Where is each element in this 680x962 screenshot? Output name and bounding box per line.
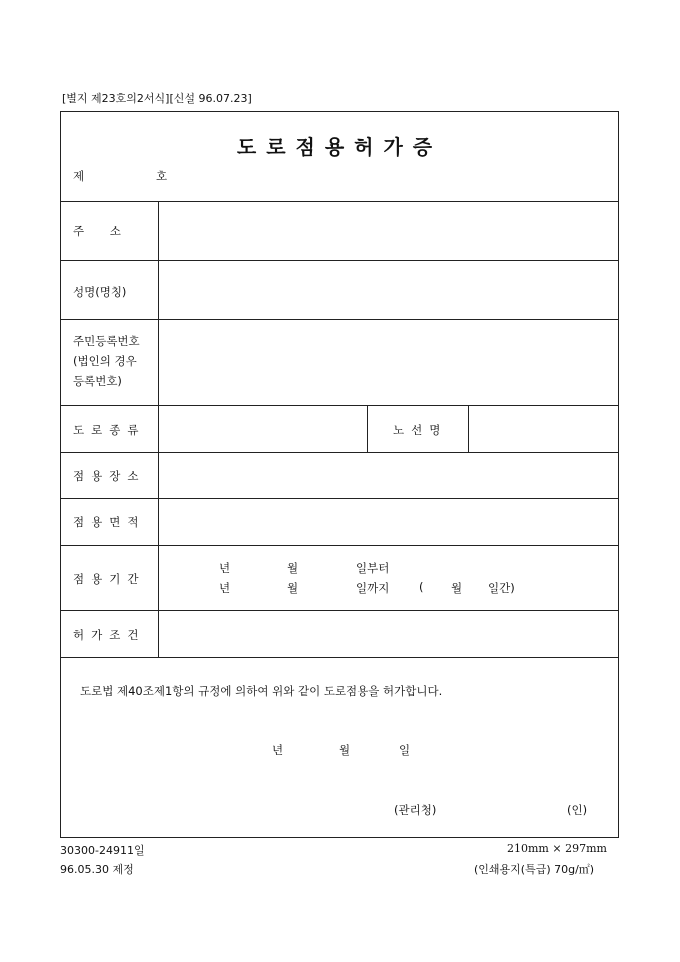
row-divider <box>61 610 618 611</box>
label-occupancy-area: 점용면적 <box>73 515 146 529</box>
label-occupancy-period: 점용기간 <box>73 572 146 586</box>
label-address: 주 소 <box>73 224 121 238</box>
row-divider <box>61 260 618 261</box>
date-day: 일 <box>399 743 411 757</box>
row-divider <box>61 545 618 546</box>
date-month: 월 <box>339 743 351 757</box>
form-title: 도로점용허가증 <box>236 135 443 159</box>
period-month-2: 월 <box>287 581 299 595</box>
number-label-right: 호 <box>156 169 168 183</box>
label-resident-id-3: 등록번호) <box>73 374 122 388</box>
period-month-1: 월 <box>287 561 299 575</box>
row-divider <box>61 201 618 202</box>
footer-paper-size: 210mm × 297mm <box>507 842 607 855</box>
form-header-note: [별지 제23호의2서식][신설 96.07.23] <box>62 92 252 105</box>
label-route-name: 노선명 <box>393 423 448 437</box>
authority-label: (관리청) <box>394 803 437 817</box>
label-resident-id-1: 주민등록번호 <box>73 334 140 348</box>
period-until: 일까지 <box>356 581 390 595</box>
permit-statement: 도로법 제40조제1항의 규정에 의하여 위와 같이 도로점용을 허가합니다. <box>80 684 443 698</box>
period-from: 일부터 <box>356 561 390 575</box>
label-permit-conditions: 허가조건 <box>73 628 146 642</box>
footer-enacted: 96.05.30 제정 <box>60 863 134 876</box>
row-divider <box>61 657 618 658</box>
permit-form <box>60 111 619 838</box>
period-paren-open: ( <box>419 580 424 594</box>
route-label-divider-left <box>367 405 368 452</box>
footer-form-code: 30300-24911일 <box>60 844 145 857</box>
label-column-divider <box>158 201 159 657</box>
seal-label: (인) <box>567 803 588 817</box>
row-divider <box>61 452 618 453</box>
footer-paper-spec: (인쇄용지(특급) 70g/㎡) <box>474 863 595 876</box>
label-road-type: 도로종류 <box>73 423 146 437</box>
date-year: 년 <box>272 743 284 757</box>
period-days: 일간) <box>488 581 515 595</box>
row-divider <box>61 405 618 406</box>
label-occupancy-place: 점용장소 <box>73 469 146 483</box>
route-label-divider-right <box>468 405 469 452</box>
row-divider <box>61 498 618 499</box>
period-year-1: 년 <box>219 561 231 575</box>
period-month-3: 월 <box>451 581 463 595</box>
label-name: 성명(명칭) <box>73 285 127 299</box>
period-year-2: 년 <box>219 581 231 595</box>
row-divider <box>61 319 618 320</box>
label-resident-id-2: (법인의 경우 <box>73 354 137 368</box>
number-label-left: 제 <box>73 169 85 183</box>
